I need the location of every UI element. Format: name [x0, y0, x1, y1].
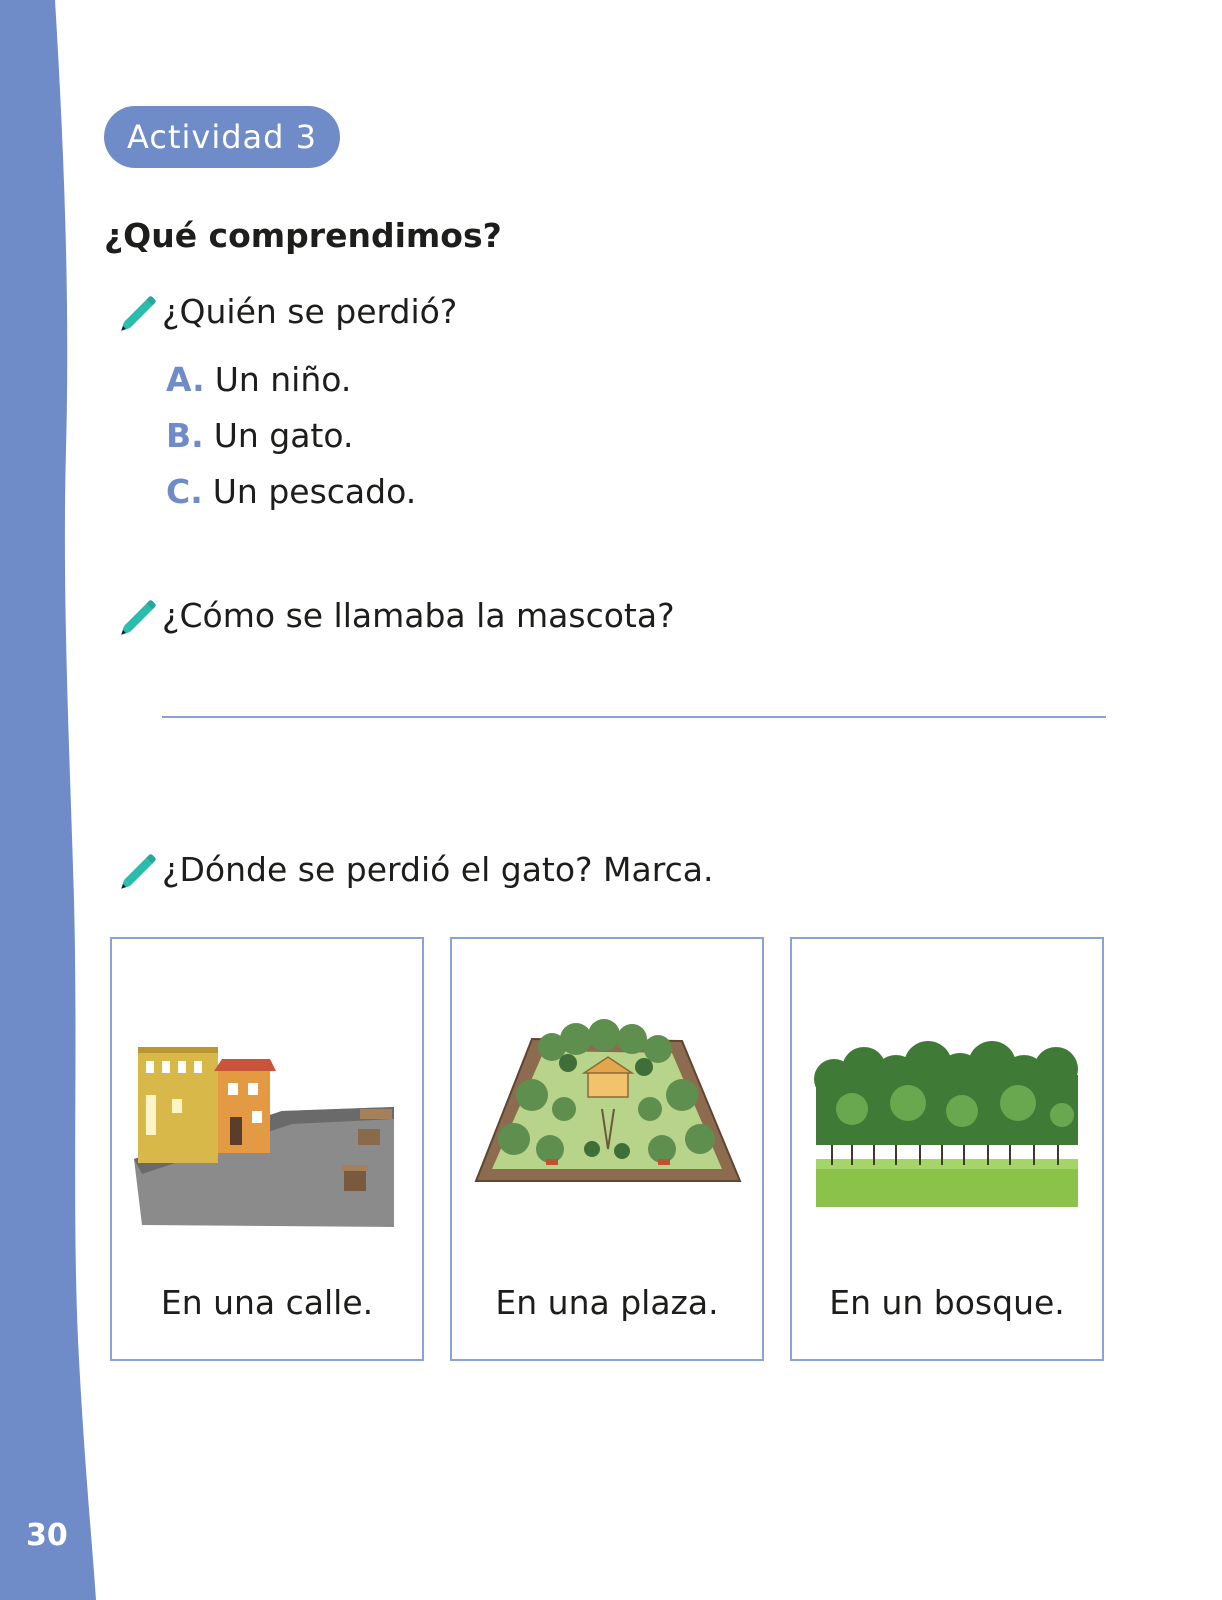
side-band	[0, 0, 110, 1600]
option-letter: C.	[166, 472, 203, 511]
option-text: Un gato.	[213, 416, 354, 455]
card-forest[interactable]	[790, 937, 1104, 1361]
pencil-icon	[118, 596, 158, 636]
street-illustration	[132, 999, 402, 1239]
option-a[interactable]	[166, 360, 351, 400]
card-caption: En una plaza.	[495, 1283, 719, 1322]
card-plaza[interactable]	[450, 937, 764, 1361]
card-caption: En una calle.	[160, 1283, 374, 1322]
question-1	[118, 292, 718, 332]
pencil-icon	[118, 292, 158, 332]
card-caption: En un bosque.	[829, 1283, 1065, 1322]
question-3	[118, 850, 818, 890]
option-b[interactable]	[166, 416, 353, 456]
question-text: ¿Dónde se perdió el gato? Marca.	[162, 850, 714, 889]
pencil-icon	[118, 850, 158, 890]
page-number: 30	[26, 1518, 68, 1553]
plaza-illustration	[472, 999, 742, 1239]
activity-badge: Actividad 3	[104, 106, 340, 168]
section-title: ¿Qué comprendimos?	[104, 216, 502, 255]
question-2	[118, 596, 818, 636]
option-c[interactable]	[166, 472, 416, 512]
option-letter: A.	[166, 360, 205, 399]
option-text: Un niño.	[214, 360, 352, 399]
forest-illustration	[812, 999, 1082, 1239]
card-street[interactable]	[110, 937, 424, 1361]
answer-line[interactable]	[162, 716, 1106, 718]
option-text: Un pescado.	[212, 472, 417, 511]
question-text: ¿Cómo se llamaba la mascota?	[162, 596, 675, 635]
question-text: ¿Quién se perdió?	[162, 292, 458, 331]
option-letter: B.	[166, 416, 204, 455]
